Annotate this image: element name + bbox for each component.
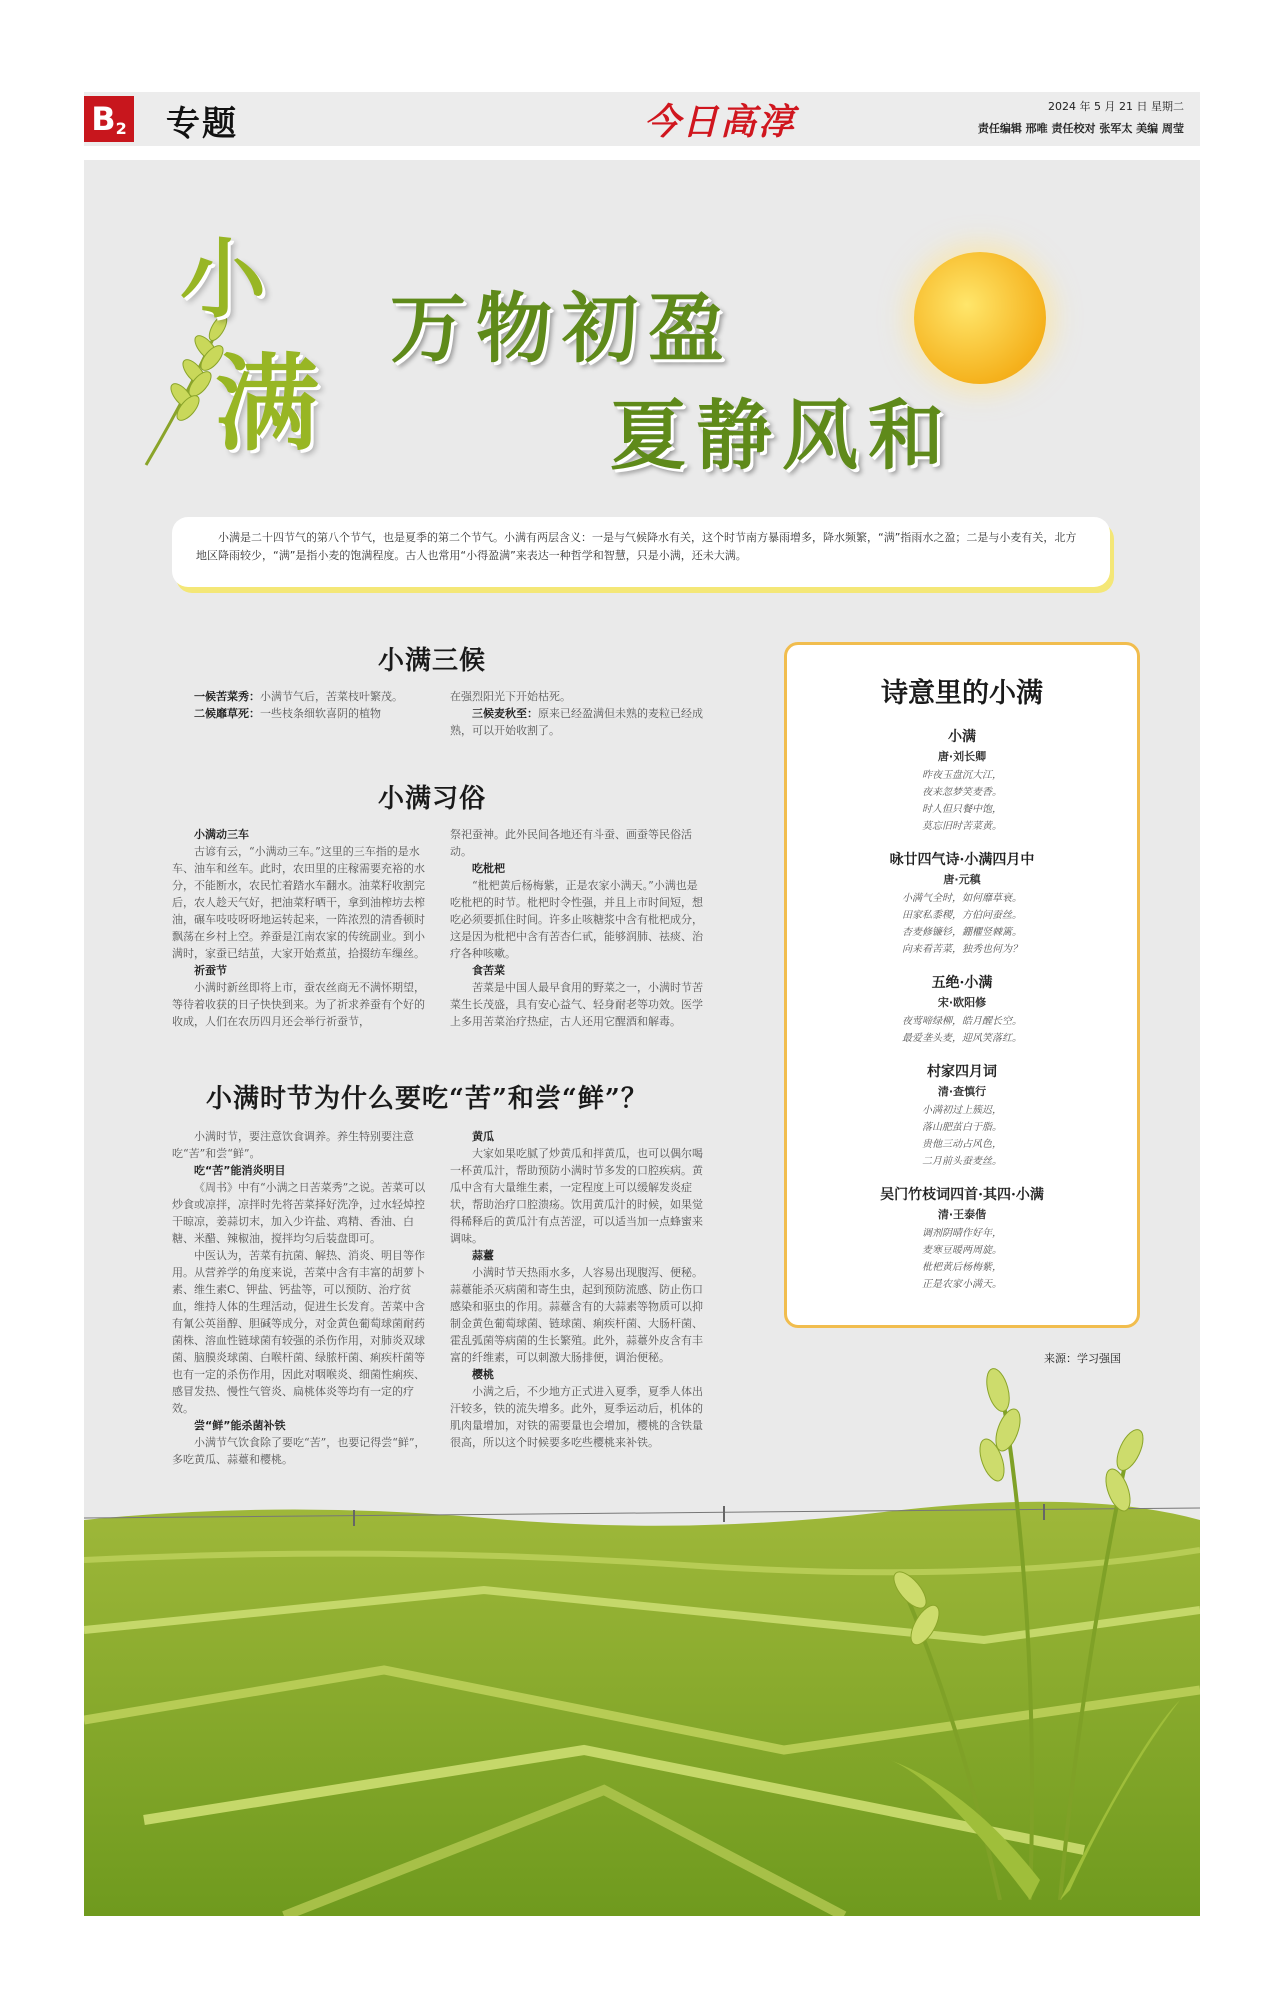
poem-title: 村家四月词 (927, 1064, 997, 1080)
poem-line: 小满气全时，如何靡草衰。 (902, 893, 1022, 904)
poem-line: 小满初过上簇迟， (922, 1105, 1002, 1116)
source-credit: 来源：学习强国 (1044, 1352, 1121, 1365)
newspaper-logo: 今日高淳 (644, 101, 797, 143)
three-phases-col2: 在强烈阳光下开始枯死。 三候麦秋至：原来已经盈满但未熟的麦粒已经成熟，可以开始收割了。 (450, 690, 703, 737)
poem-line: 时人但只餐中饱， (922, 804, 1002, 815)
bitter-fresh-col2: 黄瓜 大家如果吃腻了炒黄瓜和拌黄瓜，也可以偶尔喝一杯黄瓜汁，帮助预防小满时节多发的口腔疾病。黄瓜中含有大量维生素，一定程度上可以缓解发炎症状，帮助治疗口腔溃疡。饮用黄瓜汁的时候，如果觉得稀释后的黄瓜汁有点苦涩，可以适当加一点蜂蜜来调味。 蒜薹 小满时节天热雨水多，人容易出现腹泻、便秘。蒜薹能杀灭病菌和寄生虫，起到预防流感、防止伤口感染和驱虫的作用。蒜薹含有的大蒜素等物质可以抑制金黄色葡萄球菌、链球菌、痢疾杆菌、大肠杆菌、霍乱弧菌等病菌的生长繁殖。此外，蒜薹外皮含有丰富的纤维素，可以刺激大肠排便，调治便秘。 樱桃 小满之后，不少地方正式进入夏季，夏季人体出汗较多，铁的流失增多。此外，夏季运动后，机体的肌肉量增加，对铁的需要量也会增加，樱桃的含铁量很高，所以这个时候要多吃些樱桃来补铁。 (450, 1130, 703, 1449)
poem-line: 调剂阴晴作好年， (922, 1228, 1002, 1239)
poem-line: 昨夜玉盘沉大江， (922, 770, 1002, 781)
section-title-three-phases: 小满三候 (378, 646, 487, 676)
section-title-customs: 小满习俗 (378, 784, 487, 814)
poem-line: 田家私黍稷，方伯问蚕丝。 (902, 910, 1022, 921)
poem-line: 夜莺啼绿柳，皓月醒长空。 (902, 1016, 1022, 1027)
poem-author: 唐·刘长卿 (937, 750, 987, 763)
column-name: 专题 (166, 104, 238, 144)
poem-title: 吴门竹枝词四首·其四·小满 (880, 1187, 1044, 1203)
poem-line: 最爱垄头麦，迎风笑落红。 (902, 1033, 1022, 1044)
page-number-badge: B2 (84, 96, 134, 142)
poem-line: 贵他三动占风色， (922, 1139, 1002, 1150)
issue-date: 2024 年 5 月 21 日 星期二 (1048, 100, 1184, 113)
poem-line: 向来看苦菜，独秀也何为？ (902, 944, 1022, 955)
poem-line: 麦寒豆暖两周旋。 (922, 1245, 1002, 1256)
poem-line: 夜来忽梦笑麦香。 (922, 787, 1002, 798)
wheat-stalks-illustration (880, 1320, 1190, 1900)
section-title-bitter-fresh: 小满时节为什么要吃“苦”和尝“鲜”？ (206, 1084, 648, 1114)
hero-char-man: 满 (215, 342, 320, 465)
poem-title: 小满 (948, 729, 976, 745)
poem-title: 五绝·小满 (931, 975, 993, 991)
hero-char-xiao: 小 (180, 229, 266, 330)
page-header (84, 92, 1200, 146)
customs-col2: 祭祀蚕神。此外民间各地还有斗蚕、画蚕等民俗活动。 吃枇杷 “枇杷黄后杨梅紫，正是农家小满天。”小满也是吃枇杷的时节。枇杷时令性强，并且上市时间短，想吃必须要抓住时间。许多止咳糖浆中含有枇杷成分，这是因为枇杷中含有苦杏仁甙，能够润肺、祛痰、治疗各种咳嗽。 食苦菜 苦菜是中国人最早食用的野菜之一，小满时节苦菜生长茂盛，具有安心益气、轻身耐老等功效。医学上多用苦菜治疗热症，古人还用它醒酒和解毒。 (450, 828, 703, 1028)
three-phases-col1: 一候苦菜秀：小满节气后，苦菜枝叶繁茂。 二候靡草死：一些枝条细软喜阴的植物 (194, 690, 403, 720)
poem-line: 正是农家小满天。 (922, 1279, 1002, 1290)
hero-title-line2: 夏静风和 (610, 391, 954, 480)
poem-title: 咏廿四气诗·小满四月中 (889, 852, 1035, 868)
intro-text: 小满是二十四节气的第八个节气，也是夏季的第二个节气。小满有两层含义：一是与气候降水有关，这个时节南方暴雨增多，降水频繁，“满”指雨水之盈；二是与小麦有关，北方地区降雨较少，“满”是指小麦的饱满程度。古人也常用“小得盈满”来表达一种哲学和智慧，只是小满，还未大满。 (196, 531, 1077, 562)
poem-author: 清·查慎行 (937, 1085, 987, 1098)
poem-line: 落山肥茧白于脂。 (922, 1122, 1002, 1133)
intro-box (172, 517, 1110, 587)
poem-line: 二月前头蚕麦丝。 (922, 1156, 1002, 1167)
poem-author: 宋·欧阳修 (937, 996, 987, 1009)
customs-col1: 小满动三车 古谚有云，“小满动三车。”这里的三车指的是水车、油车和丝车。此时，农田里的庄稼需要充裕的水分，不能断水，农民忙着踏水车翻水。油菜籽收割完后，农人趁天气好，把油菜籽晒干，拿到油榨坊去榨油，碾车吱吱呀呀地运转起来，一阵浓烈的清香顿时飘荡在乡村上空。养蚕是江南农家的传统副业。到小满时，家蚕已结茧，大家开始煮茧，拾掇纺车缫丝。 祈蚕节 小满时新丝即将上市，蚕农丝商无不满怀期望，等待着收获的日子快快到来。为了祈求养蚕有个好的收成，人们在农历四月还会举行祈蚕节， (172, 828, 425, 1028)
poems-box (784, 642, 1140, 1328)
poem-line: 枇杷黄后杨梅紫， (922, 1262, 1002, 1273)
poem-list (787, 726, 1137, 1293)
poem-line: 莫忘旧时苦菜黄。 (922, 821, 1002, 832)
poems-title: 诗意里的小满 (881, 678, 1043, 709)
poem-line: 杏麦修镰钐，錋欋竖棘篱。 (902, 927, 1022, 938)
editors-line: 责任编辑 邢唯 责任校对 张军太 美编 周莹 (977, 122, 1184, 135)
poem-author: 唐·元稹 (943, 873, 981, 886)
hero-title-line1: 万物初盈 (390, 284, 734, 373)
poem-author: 清·王泰偕 (937, 1208, 987, 1221)
bitter-fresh-col1: 小满时节，要注意饮食调养。养生特别要注意吃“苦”和尝“鲜”。 吃“苦”能消炎明目 《周书》中有“小满之日苦菜秀”之说。苦菜可以炒食或凉拌，凉拌时先将苦菜择好洗净，过水轻焯控干晾凉，姜蒜切末，加入少许盐、鸡精、香油、白糖、米醋、辣椒油，搅拌均匀后装盘即可。 中医认为，苦菜有抗菌、解热、消炎、明目等作用。从营养学的角度来说，苦菜中含有丰富的胡萝卜素、维生素C、钾盐、钙盐等，可以预防、治疗贫血，维持人体的生理活动，促进生长发育。苦菜中含有氰公英甾醇、胆碱等成分，对金黄色葡萄球菌耐药菌株、溶血性链球菌有较强的杀伤作用，对肺炎双球菌、脑膜炎球菌、白喉杆菌、绿脓杆菌、痢疾杆菌等也有一定的杀伤作用，因此对咽喉炎、细菌性痢疾、感冒发热、慢性气管炎、扁桃体炎等均有一定的疗效。 尝“鲜”能杀菌补铁 小满节气饮食除了要吃“苦”，也要记得尝“鲜”，多吃黄瓜、蒜薹和樱桃。 (172, 1130, 426, 1466)
sun-illustration (914, 252, 1046, 384)
